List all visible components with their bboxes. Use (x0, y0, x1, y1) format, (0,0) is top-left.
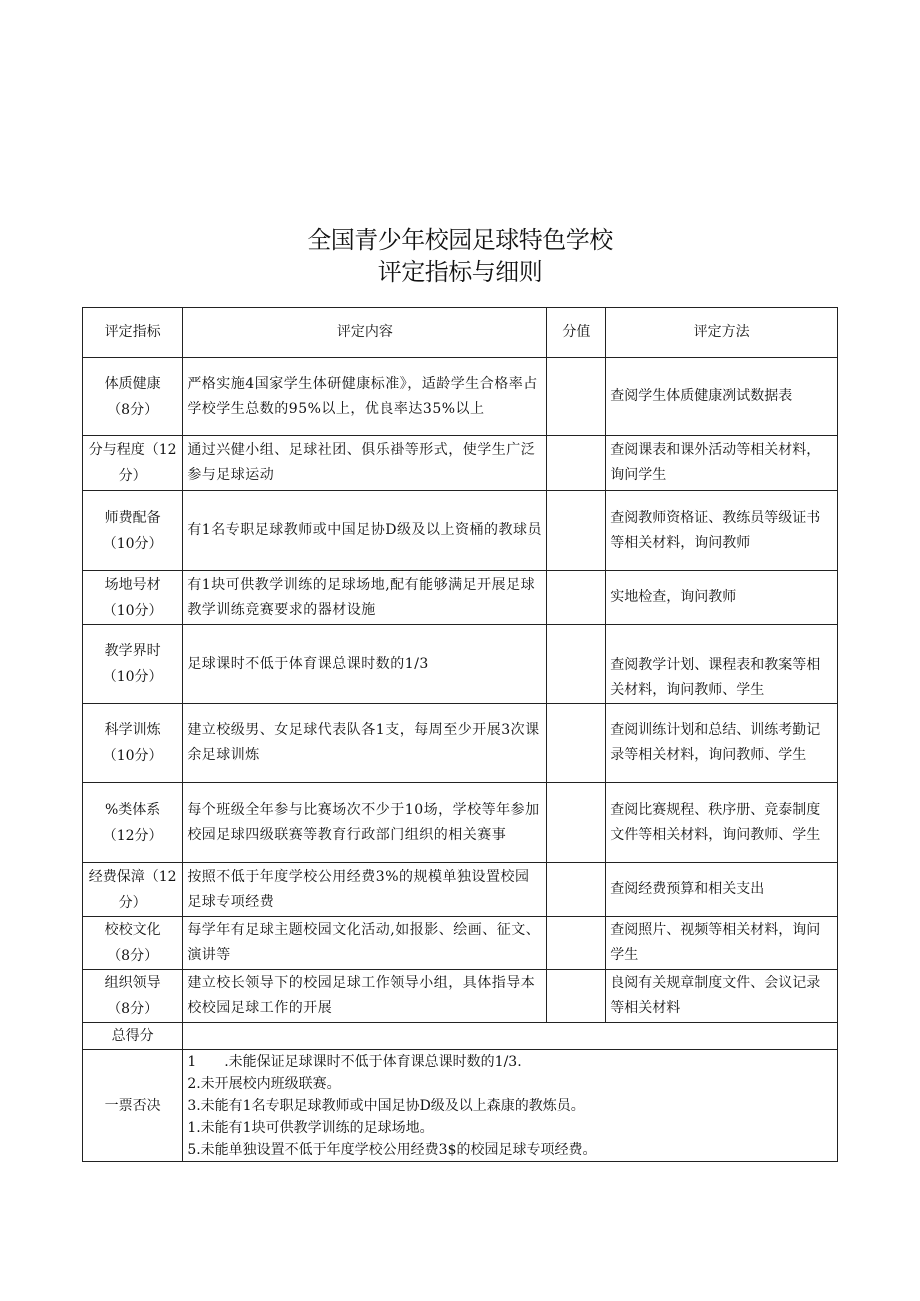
score-cell (547, 783, 606, 863)
score-cell (547, 863, 606, 917)
indicator-name: 科学训炼 (104, 722, 161, 738)
table-row (83, 783, 838, 863)
score-cell (547, 571, 606, 625)
header-score: 分值 (547, 308, 606, 358)
method-cell: 实地检查，询问教师 (606, 571, 838, 625)
score-cell (547, 704, 606, 783)
indicator-cell (83, 783, 183, 863)
indicator-name: 分与程度（12 (88, 442, 177, 458)
header-method: 评定方法 (606, 308, 838, 358)
indicator-name: 体质健康 (104, 375, 161, 392)
score-cell (547, 970, 606, 1023)
veto-item: 2.未开展校内班级联赛。 (187, 1075, 341, 1092)
indicator-cell (83, 491, 183, 571)
veto-row (83, 1050, 838, 1162)
method-cell: 查阅照片、视频等相关材料，询问学生 (606, 917, 838, 970)
veto-label: 一票否决 (83, 1050, 183, 1162)
criteria-table (82, 307, 838, 1162)
indicator-cell (83, 436, 183, 491)
score-cell (547, 625, 606, 704)
content-cell: 建立校长领导下的校园足球工作领导小组，具体指导本校校园足球工作的开展 (183, 970, 547, 1023)
content-cell: 足球课时不低于体育课总课时数的1/3 (183, 625, 547, 704)
indicator-name: 校校文化 (104, 922, 161, 938)
indicator-name: 经费保漳（12 (88, 868, 177, 885)
indicator-points: （10分） (102, 535, 163, 552)
total-row (83, 1023, 838, 1050)
header-indicator: 评定指标 (83, 308, 183, 358)
method-cell: 查阅学生体质健康冽试数据表 (606, 358, 838, 436)
indicator-points: （10分） (102, 602, 163, 619)
indicator-cell (83, 863, 183, 917)
indicator-cell (83, 625, 183, 704)
indicator-points: （10分） (102, 669, 163, 685)
method-cell: 查阅教学计划、课程表和教案等相关材料，询问教师、学生 (606, 625, 838, 704)
method-cell: 查阅比赛规程、秩序册、竞泰制度文件等相关材料，询问教师、学生 (606, 783, 838, 863)
indicator-name: %类体系 (105, 801, 161, 818)
veto-items-cell (183, 1050, 838, 1162)
indicator-cell (83, 358, 183, 436)
veto-item: 1 .未能保证足球课时不低于体育课总课时数的1/3. (187, 1053, 522, 1070)
table-row (83, 491, 838, 571)
content-cell: 严格实施4国家学生体研健康标准》，适龄学生合格率占学校学生总数的95%以上，优良率达35%以上 (183, 358, 547, 436)
content-cell: 建立校级男、女足球代表队各1支，每周至少开展3次课余足球训炼 (183, 704, 547, 783)
indicator-points: （8分） (107, 948, 159, 964)
indicator-points: （10分） (102, 748, 163, 764)
score-cell (547, 358, 606, 436)
indicator-name: 场地号材 (104, 576, 161, 593)
indicator-name: 师费配备 (104, 509, 161, 526)
score-cell (547, 491, 606, 571)
indicator-points: 分） (118, 468, 147, 484)
score-cell (547, 436, 606, 491)
total-value-cell (183, 1023, 838, 1050)
total-label: 总得分 (83, 1023, 183, 1050)
indicator-cell (83, 704, 183, 783)
table-row (83, 358, 838, 436)
indicator-points: （12分） (102, 827, 163, 844)
indicator-cell (83, 571, 183, 625)
content-cell: 通过兴健小组、足球社团、俱乐褂等形式，使学生广泛参与足球运动 (183, 436, 547, 491)
content-cell: 有1块可供教学训练的足球场地,配有能够满足开展足球教学训练竞赛要求的器材设施 (183, 571, 547, 625)
method-cell: 查阅课表和课外活动等相关材料，询问学生 (606, 436, 838, 491)
document-title-line1: 全国青少年校园足球特色学校 (307, 226, 613, 254)
table-row (83, 970, 838, 1023)
indicator-name: 教学界时 (104, 643, 161, 659)
table-row (83, 436, 838, 491)
table-row (83, 704, 838, 783)
veto-item: 1.未能有1块可供教学训练的足球场地。 (187, 1119, 434, 1136)
veto-item: 5.未能单独设置不低于年度学校公用经费3$的校园足球专项经费。 (187, 1141, 597, 1158)
content-cell: 每学年有足球主题校园文化活动,如报影、绘画、征文、演讲等 (183, 917, 547, 970)
indicator-points: （8分） (107, 401, 159, 418)
indicator-cell (83, 970, 183, 1023)
document-title-line2: 评定指标与细则 (377, 258, 543, 286)
score-cell (547, 917, 606, 970)
indicator-points: 分） (118, 894, 147, 911)
content-cell: 每个班级全年参与比赛场次不少于10场，学校等年参加校园足球四级联赛等教育行政部门组织的相关赛事 (183, 783, 547, 863)
indicator-cell (83, 917, 183, 970)
indicator-name: 组织领导 (104, 975, 161, 991)
table-row (83, 625, 838, 704)
table-row (83, 917, 838, 970)
method-cell: 良阅有关规章制度文件、会议记录等相关材料 (606, 970, 838, 1023)
table-row (83, 571, 838, 625)
indicator-points: （8分） (107, 1001, 159, 1017)
method-cell: 查阅教师资格证、教练员等级证书等相关材料，询问教师 (606, 491, 838, 571)
table-header-row (83, 308, 838, 358)
content-cell: 按照不低于年度学校公用经费3%的规模单独设置校园足球专项经费 (183, 863, 547, 917)
content-cell: 有1名专职足球教师或中国足协D级及以上资桶的教球员 (183, 491, 547, 571)
method-cell: 查阅训练计划和总结、训练考勤记录等相关材料，询问教师、学生 (606, 704, 838, 783)
header-content: 评定内容 (183, 308, 547, 358)
method-cell: 查阅经费预算和相关支出 (606, 863, 838, 917)
veto-item: 3.未能有1名专职足球教师或中国足协D级及以上森康的教炼员。 (187, 1097, 585, 1114)
table-row (83, 863, 838, 917)
